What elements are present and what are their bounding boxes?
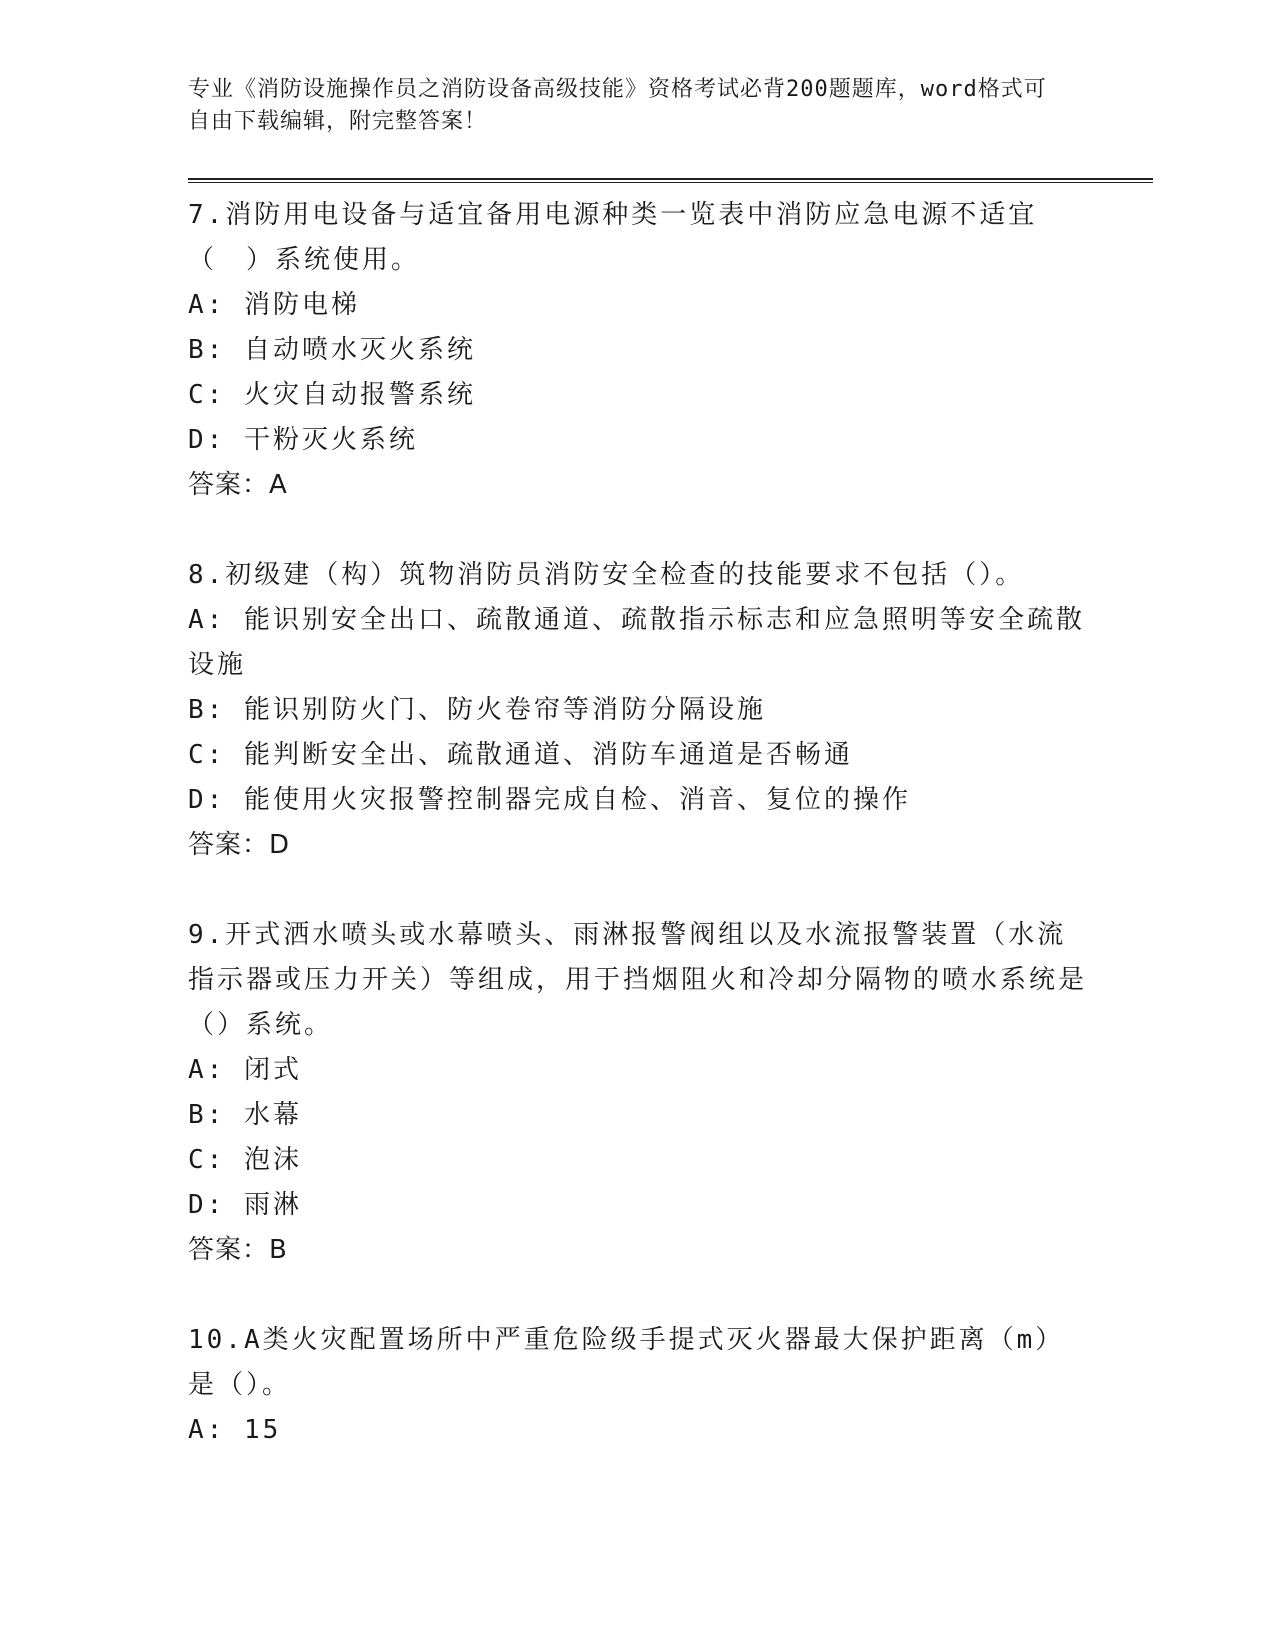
option-b: B: 自动喷水灭火系统 [188,335,476,365]
question-7 [188,193,1088,508]
option-d: D: 干粉灭火系统 [188,425,418,455]
answer: 答案：A [188,470,288,500]
option-d: D: 能使用火灾报警控制器完成自检、消音、复位的操作 [188,785,911,815]
option-c: C: 能判断安全出、疏散通道、消防车通道是否畅通 [188,740,853,770]
option-a: A: 15 [188,1415,282,1445]
question-8 [188,553,1088,868]
option-c: C: 泡沫 [188,1145,302,1175]
answer: 答案：B [188,1235,288,1265]
option-a: A: 消防电梯 [188,290,360,320]
option-a: A: 闭式 [188,1055,302,1085]
answer: 答案：D [188,830,291,860]
question-9 [188,913,1088,1273]
option-b: B: 能识别防火门、防火卷帘等消防分隔设施 [188,695,766,725]
document-header: 专业《消防设施操作员之消防设备高级技能》资格考试必背200题题库，word格式可自由下载编辑，附完整答案！ [188,77,1047,134]
header-divider [188,178,1153,183]
question-10 [188,1318,1088,1453]
option-c: C: 火灾自动报警系统 [188,380,476,410]
option-d: D: 雨淋 [188,1190,302,1220]
question-text: 7.消防用电设备与适宜备用电源种类一览表中消防应急电源不适宜（ ）系统使用。 [188,200,1038,275]
question-list [188,193,1088,1498]
option-b: B: 水幕 [188,1100,302,1130]
question-text: 10.A类火灾配置场所中严重危险级手提式灭火器最大保护距离（m）是（）。 [188,1325,1065,1400]
question-text: 8.初级建（构）筑物消防员消防安全检查的技能要求不包括（）。 [188,560,1025,590]
question-text: 9.开式洒水喷头或水幕喷头、雨淋报警阀组以及水流报警装置（水流指示器或压力开关）等组成，用于挡烟阻火和冷却分隔物的喷水系统是（）系统。 [188,920,1088,1040]
option-a: A: 能识别安全出口、疏散通道、疏散指示标志和应急照明等安全疏散设施 [188,605,1085,680]
